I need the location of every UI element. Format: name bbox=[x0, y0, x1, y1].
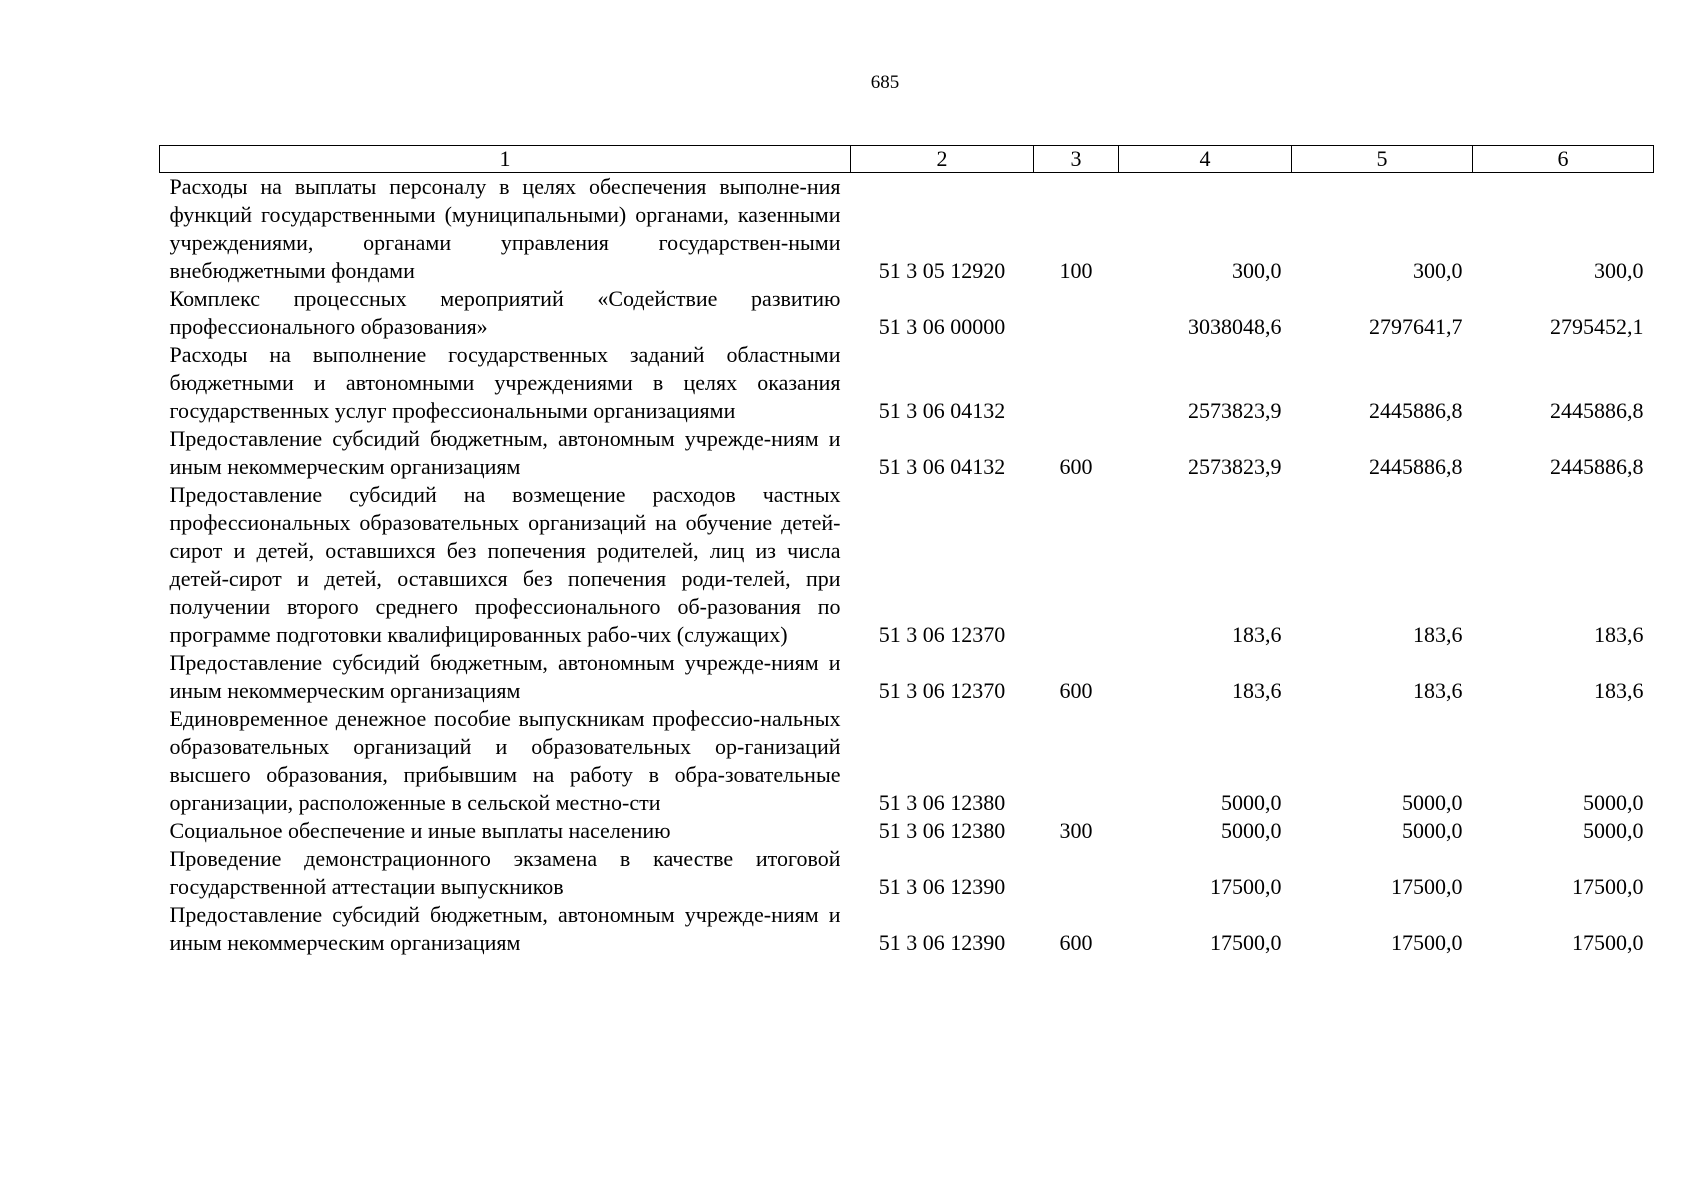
row-value-2: 5000,0 bbox=[1402, 790, 1463, 815]
column-header-4: 4 bbox=[1119, 146, 1292, 173]
row-kind bbox=[1034, 285, 1119, 341]
row-value-2: 183,6 bbox=[1413, 622, 1463, 647]
row-value-1: 5000,0 bbox=[1221, 790, 1282, 815]
row-name: Расходы на выполнение государственных заданий областными бюджетными и автономными учреждениями в целях оказания государственных услуг профессиональными организациями bbox=[169, 342, 841, 423]
table-row bbox=[160, 845, 1654, 901]
row-kind: 600 bbox=[1059, 930, 1093, 955]
row-code: 51 3 06 12370 bbox=[878, 678, 1006, 703]
row-name: Единовременное денежное пособие выпускникам профессио-нальных образовательных организаций и образовательных ор-ганизаций высшего образования, прибывшим на работу в обра-зовательные организации, расположенные в сельской местно-сти bbox=[169, 706, 841, 815]
row-value-3: 17500,0 bbox=[1572, 930, 1644, 955]
row-value-3: 5000,0 bbox=[1583, 790, 1644, 815]
table-row bbox=[160, 901, 1654, 957]
table-row bbox=[160, 481, 1654, 649]
table-row bbox=[160, 341, 1654, 425]
row-kind: 300 bbox=[1059, 818, 1093, 843]
budget-table bbox=[159, 145, 1654, 957]
row-value-2: 17500,0 bbox=[1391, 874, 1463, 899]
row-kind bbox=[1034, 845, 1119, 901]
row-name: Предоставление субсидий бюджетным, автономным учрежде-ниям и иным некоммерческим организациям bbox=[169, 902, 841, 955]
row-code: 51 3 06 00000 bbox=[878, 314, 1006, 339]
row-kind bbox=[1034, 481, 1119, 649]
row-kind: 600 bbox=[1059, 678, 1093, 703]
row-code: 51 3 06 04132 bbox=[878, 454, 1006, 479]
row-code: 51 3 06 12380 bbox=[878, 818, 1006, 843]
row-code: 51 3 06 12390 bbox=[878, 930, 1006, 955]
row-code: 51 3 06 12390 bbox=[878, 874, 1006, 899]
row-value-3: 2445886,8 bbox=[1550, 454, 1644, 479]
row-value-2: 2797641,7 bbox=[1369, 314, 1463, 339]
row-value-1: 2573823,9 bbox=[1188, 398, 1282, 423]
row-code: 51 3 06 04132 bbox=[878, 398, 1006, 423]
row-value-1: 5000,0 bbox=[1221, 818, 1282, 843]
row-name: Проведение демонстрационного экзамена в качестве итоговой государственной аттестации выпускников bbox=[169, 846, 841, 899]
row-value-2: 2445886,8 bbox=[1369, 398, 1463, 423]
row-value-3: 2445886,8 bbox=[1550, 398, 1644, 423]
row-value-3: 183,6 bbox=[1594, 622, 1644, 647]
row-name: Предоставление субсидий на возмещение расходов частных профессиональных образовательных организаций на обучение детей-сирот и детей, оставшихся без попечения родителей, лиц из числа детей-сирот и детей, оставшихся без попечения роди-телей, при получении второго среднего профессионального об-разования по программе подготовки квалифицированных рабо-чих (служащих) bbox=[169, 482, 841, 647]
row-value-3: 5000,0 bbox=[1583, 818, 1644, 843]
column-header-2: 2 bbox=[851, 146, 1034, 173]
column-header-5: 5 bbox=[1292, 146, 1473, 173]
row-value-1: 2573823,9 bbox=[1188, 454, 1282, 479]
row-value-3: 17500,0 bbox=[1572, 874, 1644, 899]
row-value-1: 183,6 bbox=[1232, 678, 1282, 703]
column-header-6: 6 bbox=[1473, 146, 1654, 173]
row-name: Предоставление субсидий бюджетным, автономным учрежде-ниям и иным некоммерческим организациям bbox=[169, 426, 841, 479]
row-value-1: 3038048,6 bbox=[1188, 314, 1282, 339]
row-value-1: 17500,0 bbox=[1210, 930, 1282, 955]
row-kind: 600 bbox=[1059, 454, 1093, 479]
row-value-3: 300,0 bbox=[1594, 258, 1644, 283]
row-value-2: 5000,0 bbox=[1402, 818, 1463, 843]
row-value-2: 183,6 bbox=[1413, 678, 1463, 703]
row-value-1: 300,0 bbox=[1232, 258, 1282, 283]
row-value-2: 300,0 bbox=[1413, 258, 1463, 283]
table-row bbox=[160, 705, 1654, 817]
row-value-2: 2445886,8 bbox=[1369, 454, 1463, 479]
table-row bbox=[160, 285, 1654, 341]
row-value-1: 183,6 bbox=[1232, 622, 1282, 647]
row-name: Предоставление субсидий бюджетным, автономным учрежде-ниям и иным некоммерческим организациям bbox=[169, 650, 841, 703]
page-number: 685 bbox=[870, 72, 900, 93]
row-value-3: 183,6 bbox=[1594, 678, 1644, 703]
row-code: 51 3 05 12920 bbox=[878, 258, 1006, 283]
column-header-3: 3 bbox=[1034, 146, 1119, 173]
table-row bbox=[160, 173, 1654, 286]
row-code: 51 3 06 12370 bbox=[878, 622, 1006, 647]
row-name: Комплекс процессных мероприятий «Содействие развитию профессионального образования» bbox=[169, 286, 841, 339]
header-row bbox=[160, 146, 1654, 173]
row-kind: 100 bbox=[1059, 258, 1093, 283]
table-row bbox=[160, 425, 1654, 481]
row-value-2: 17500,0 bbox=[1391, 930, 1463, 955]
row-name: Расходы на выплаты персоналу в целях обеспечения выполне-ния функций государственными (муниципальными) органами, казенными учреждениями, органами управления государствен-ными внебюджетными фондами bbox=[169, 174, 841, 283]
row-name: Социальное обеспечение и иные выплаты населению bbox=[169, 818, 671, 843]
column-header-1: 1 bbox=[160, 146, 851, 173]
table-row bbox=[160, 649, 1654, 705]
row-value-1: 17500,0 bbox=[1210, 874, 1282, 899]
row-code: 51 3 06 12380 bbox=[878, 790, 1006, 815]
row-kind bbox=[1034, 705, 1119, 817]
row-kind bbox=[1034, 341, 1119, 425]
row-value-3: 2795452,1 bbox=[1550, 314, 1644, 339]
table-row bbox=[160, 817, 1654, 845]
